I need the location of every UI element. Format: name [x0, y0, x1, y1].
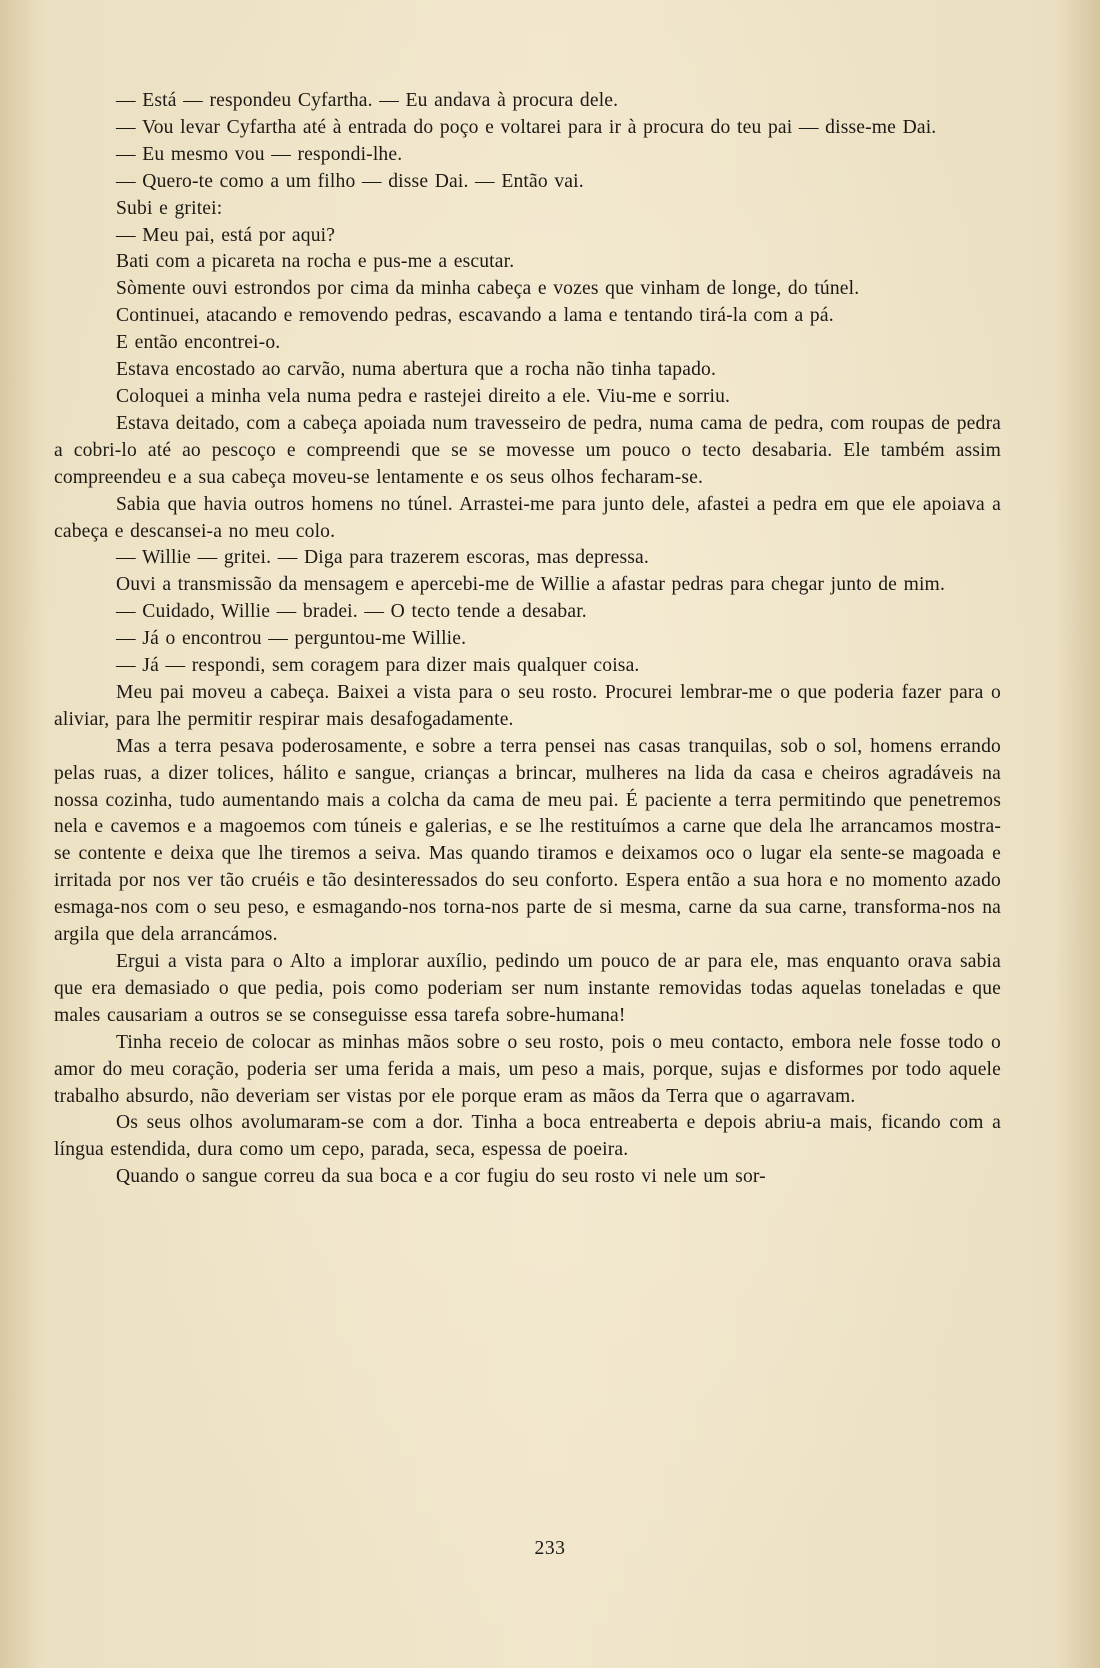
paragraph: Continuei, atacando e removendo pedras, escavando a lama e tentando tirá-la com a pá. [116, 305, 834, 327]
paragraph: Quando o sangue correu da sua boca e a cor fugiu do seu rosto vi nele um sor- [116, 1166, 766, 1188]
paragraph: — Meu pai, está por aqui? [116, 224, 336, 246]
paragraph: — Já o encontrou — perguntou-me Willie. [116, 628, 467, 650]
paragraph: Ouvi a transmissão da mensagem e apercebi-me de Willie a afastar pedras para chegar junto de mim. [116, 574, 945, 596]
paragraph: — Está — respondeu Cyfartha. — Eu andava à procura dele. [116, 90, 619, 111]
paragraph: Os seus olhos avolumaram-se com a dor. Tinha a boca entreaberta e depois abriu-a mais, ficando com a língua estendida, dura como um cepo, parada, seca, espessa de poeira. [54, 1112, 1001, 1161]
paragraph: Coloquei a minha vela numa pedra e rastejei direito a ele. Viu-me e sorriu. [116, 385, 731, 407]
body-text [54, 88, 1001, 1191]
paragraph: Mas a terra pesava poderosamente, e sobre a terra pensei nas casas tranquilas, sob o sol, homens errando pelas ruas, a dizer tolices, hálito e sangue, crianças a brincar, mulheres na lida da casa e cheiros agradáveis na nossa cozinha, tudo aumentando mais a colcha da cama de meu pai. É paciente a terra permitindo que penetremos nela e cavemos e a magoemos com túneis e galerias, e se lhe restituímos a carne que dela lhe arrancamos mostra-se contente e deixa que lhe tiremos a seiva. Mas quando tiramos e deixamos oco o lugar ela sente-se magoada e irritada por nos ver tão cruéis e tão desinteressados do seu conforto. Espera então a sua hora e no momento azado esmaga-nos com o seu peso, e esmagando-nos torna-nos parte de si mesma, carne da sua carne, transforma-nos na argila que dela arrancámos. [54, 735, 1001, 946]
paragraph: Sabia que havia outros homens no túnel. Arrastei-me para junto dele, afastei a pedra em que ele apoiava a cabeça e descansei-a no meu colo. [54, 493, 1001, 542]
page-number: 233 [534, 1538, 566, 1559]
paragraph: E então encontrei-o. [116, 332, 281, 354]
paragraph: Estava encostado ao carvão, numa abertura que a rocha não tinha tapado. [116, 359, 717, 381]
paragraph: — Quero-te como a um filho — disse Dai. — Então vai. [116, 170, 584, 192]
paragraph: Sòmente ouvi estrondos por cima da minha cabeça e vozes que vinham de longe, do túnel. [116, 278, 860, 300]
paragraph: — Cuidado, Willie — bradei. — O tecto tende a desabar. [116, 601, 587, 623]
paragraph: Bati com a picareta na rocha e pus-me a escutar. [116, 251, 515, 273]
paragraph: — Já — respondi, sem coragem para dizer mais qualquer coisa. [116, 655, 640, 677]
paragraph: — Eu mesmo vou — respondi-lhe. [116, 143, 403, 165]
paragraph: Estava deitado, com a cabeça apoiada num travesseiro de pedra, numa cama de pedra, com roupas de pedra a cobri-lo até ao pescoço e compreendi que se se movesse um pouco o tecto desabaria. Ele também assim compreendeu e a sua cabeça moveu-se lentamente e os seus olhos fecharam-se. [54, 412, 1001, 488]
paragraph: Subi e gritei: [116, 197, 223, 219]
paragraph: — Vou levar Cyfartha até à entrada do poço e voltarei para ir à procura do teu pai — disse-me Dai. [116, 116, 937, 138]
paragraph: — Willie — gritei. — Diga para trazerem escoras, mas depressa. [116, 547, 649, 569]
paragraph: Tinha receio de colocar as minhas mãos sobre o seu rosto, pois o meu contacto, embora nele fosse todo o amor do meu coração, poderia ser uma ferida a mais, um peso a mais, porque, sujas e disformes por todo aquele trabalho absurdo, não deveriam ser vistas por ele porque eram as mãos da Terra que o agarravam. [54, 1031, 1001, 1107]
paragraph: Meu pai moveu a cabeça. Baixei a vista para o seu rosto. Procurei lembrar-me o que poderia fazer para o aliviar, para lhe permitir respirar mais desafogadamente. [54, 681, 1001, 730]
paragraph: Ergui a vista para o Alto a implorar auxílio, pedindo um pouco de ar para ele, mas enquanto orava sabia que era demasiado o que pedia, pois como poderiam ser num instante removidas todas aquelas toneladas e que males causariam a outros se se conseguisse essa tarefa sobre-humana! [54, 951, 1001, 1026]
